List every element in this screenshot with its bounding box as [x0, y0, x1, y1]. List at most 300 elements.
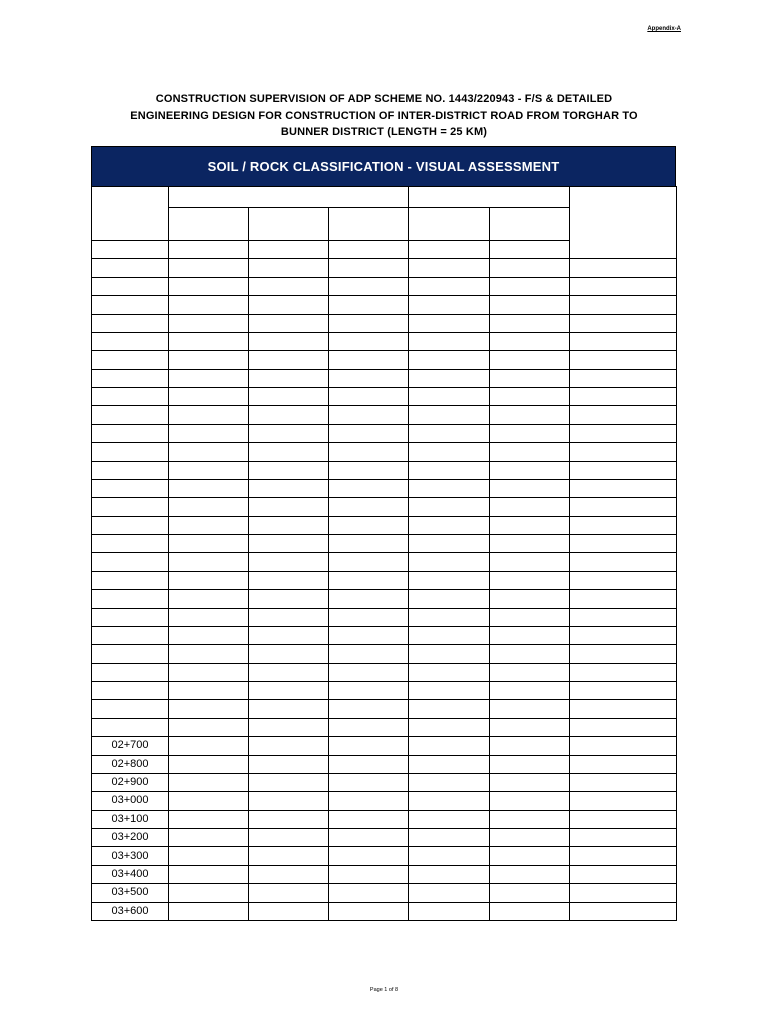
table-cell: [249, 388, 329, 406]
table-cell: [409, 847, 490, 865]
table-cell: [490, 626, 570, 644]
table-cell: [329, 737, 409, 755]
table-cell: [409, 884, 490, 902]
station-cell: [92, 663, 169, 681]
table-cell: [169, 865, 249, 883]
table-cell: [490, 792, 570, 810]
table-cell: [169, 296, 249, 314]
table-cell: [409, 351, 490, 369]
table-cell: [169, 847, 249, 865]
station-cell: [92, 608, 169, 626]
table-cell: [570, 755, 677, 773]
table-cell: [490, 847, 570, 865]
table-row: [92, 902, 677, 920]
table-cell: [249, 755, 329, 773]
table-cell: [570, 406, 677, 424]
table-cell: [329, 498, 409, 516]
table-cell: [570, 314, 677, 332]
station-cell: [92, 443, 169, 461]
table-cell: [409, 718, 490, 736]
station-header-cell: [92, 187, 169, 241]
sub-header-cell-1: [169, 208, 249, 241]
table-cell: [409, 571, 490, 589]
table-cell: [169, 479, 249, 497]
table-cell: [249, 902, 329, 920]
table-cell: [570, 443, 677, 461]
table-row: [92, 663, 677, 681]
table-cell: [169, 516, 249, 534]
table-cell: [409, 810, 490, 828]
table-banner: [91, 146, 676, 187]
table-cell: [490, 369, 570, 387]
table-cell: [409, 682, 490, 700]
table-cell: [490, 682, 570, 700]
station-cell: [92, 682, 169, 700]
table-cell: [570, 461, 677, 479]
table-row: [92, 829, 677, 847]
table-row: [92, 314, 677, 332]
table-row: [92, 773, 677, 791]
table-cell: [249, 314, 329, 332]
table-cell: [249, 479, 329, 497]
station-cell: 03+400: [92, 865, 169, 883]
table-cell: [329, 241, 409, 259]
table-row: [92, 571, 677, 589]
table-cell: [329, 332, 409, 350]
table-cell: [490, 773, 570, 791]
table-cell: [490, 424, 570, 442]
table-row: [92, 700, 677, 718]
table-cell: [570, 351, 677, 369]
table-cell: [329, 718, 409, 736]
station-cell: [92, 241, 169, 259]
table-cell: [329, 571, 409, 589]
table-cell: [249, 443, 329, 461]
sub-header-cell-2: [249, 208, 329, 241]
station-cell: 03+000: [92, 792, 169, 810]
table-cell: [249, 461, 329, 479]
title-line-1: CONSTRUCTION SUPERVISION OF ADP SCHEME NO. 1443/220943 - F/S & DETAILED: [155, 93, 613, 105]
table-cell: [490, 259, 570, 277]
table-cell: [329, 700, 409, 718]
table-cell: [329, 351, 409, 369]
table-cell: [329, 461, 409, 479]
group-header-cell-2: [409, 187, 570, 208]
table-cell: [249, 516, 329, 534]
table-cell: [490, 902, 570, 920]
table-cell: [329, 259, 409, 277]
table-cell: [249, 369, 329, 387]
table-cell: [169, 608, 249, 626]
table-cell: [409, 479, 490, 497]
table-cell: [409, 792, 490, 810]
table-cell: [570, 590, 677, 608]
table-cell: [570, 277, 677, 295]
table-row: [92, 479, 677, 497]
table-cell: [490, 810, 570, 828]
document-title: [0, 91, 768, 141]
table-cell: [570, 718, 677, 736]
table-row: [92, 498, 677, 516]
table-cell: [490, 498, 570, 516]
table-cell: [490, 829, 570, 847]
table-row: [92, 443, 677, 461]
table-cell: [329, 296, 409, 314]
table-row: [92, 461, 677, 479]
station-cell: [92, 645, 169, 663]
table-cell: [169, 535, 249, 553]
sub-header-cell-4: [409, 208, 490, 241]
table-cell: [570, 479, 677, 497]
table-row: [92, 682, 677, 700]
table-cell: [249, 737, 329, 755]
table-row: [92, 388, 677, 406]
table-cell: [570, 388, 677, 406]
table-cell: [329, 406, 409, 424]
station-cell: [92, 332, 169, 350]
table-row: [92, 296, 677, 314]
table-cell: [169, 443, 249, 461]
table-cell: [409, 516, 490, 534]
table-row: [92, 535, 677, 553]
table-cell: [409, 443, 490, 461]
table-cell: [570, 296, 677, 314]
table-cell: [249, 571, 329, 589]
table-cell: [409, 535, 490, 553]
table-cell: [329, 277, 409, 295]
table-cell: [249, 700, 329, 718]
table-cell: [409, 406, 490, 424]
table-cell: [409, 553, 490, 571]
table-cell: [249, 847, 329, 865]
table-cell: [490, 332, 570, 350]
table-cell: [490, 700, 570, 718]
station-cell: [92, 296, 169, 314]
table-cell: [490, 443, 570, 461]
table-cell: [329, 369, 409, 387]
station-cell: [92, 277, 169, 295]
table-cell: [409, 369, 490, 387]
table-cell: [409, 608, 490, 626]
table-cell: [570, 516, 677, 534]
page-number: Page 1 of 8: [369, 987, 399, 993]
table-cell: [249, 259, 329, 277]
table-cell: [329, 626, 409, 644]
table-cell: [249, 773, 329, 791]
table-cell: [490, 645, 570, 663]
table-cell: [249, 590, 329, 608]
station-cell: [92, 259, 169, 277]
station-cell: 03+200: [92, 829, 169, 847]
table-cell: [329, 608, 409, 626]
table-cell: [570, 700, 677, 718]
table-cell: [570, 663, 677, 681]
table-row: [92, 553, 677, 571]
table-cell: [570, 553, 677, 571]
table-cell: [169, 718, 249, 736]
table-cell: [490, 406, 570, 424]
sub-header-cell-5: [490, 208, 570, 241]
table-cell: [409, 626, 490, 644]
station-cell: [92, 388, 169, 406]
table-cell: [249, 406, 329, 424]
table-cell: [409, 737, 490, 755]
table-cell: [409, 590, 490, 608]
table-row: [92, 645, 677, 663]
table-cell: [490, 884, 570, 902]
table-cell: [249, 424, 329, 442]
table-cell: [570, 369, 677, 387]
table-cell: [490, 241, 570, 259]
table-row: [92, 626, 677, 644]
table-cell: [169, 332, 249, 350]
table-cell: [490, 535, 570, 553]
table-cell: [249, 884, 329, 902]
table-cell: [570, 884, 677, 902]
table-cell: [169, 682, 249, 700]
table-cell: [570, 829, 677, 847]
table-cell: [329, 847, 409, 865]
table-cell: [409, 241, 490, 259]
table-cell: [169, 498, 249, 516]
group-header-cell-1: [169, 187, 409, 208]
table-cell: [249, 608, 329, 626]
table-cell: [490, 590, 570, 608]
table-cell: [169, 388, 249, 406]
table-cell: [570, 847, 677, 865]
table-row: [92, 332, 677, 350]
table-cell: [490, 663, 570, 681]
table-cell: [169, 792, 249, 810]
table-cell: [249, 535, 329, 553]
table-cell: [249, 626, 329, 644]
table-row: [92, 277, 677, 295]
table-cell: [329, 682, 409, 700]
table-cell: [570, 773, 677, 791]
table-cell: [329, 645, 409, 663]
table-cell: [329, 884, 409, 902]
table-row: [92, 369, 677, 387]
table-cell: [329, 443, 409, 461]
table-row: [92, 718, 677, 736]
table-cell: [329, 663, 409, 681]
table-cell: [169, 553, 249, 571]
table-row: [92, 792, 677, 810]
table-cell: [570, 626, 677, 644]
table-cell: [570, 571, 677, 589]
title-line-2: ENGINEERING DESIGN FOR CONSTRUCTION OF INTER-DISTRICT ROAD FROM TORGHAR TO: [130, 109, 638, 122]
table-cell: [570, 792, 677, 810]
table-cell: [490, 718, 570, 736]
table-cell: [169, 829, 249, 847]
table-row: [92, 810, 677, 828]
table-cell: [570, 810, 677, 828]
station-cell: 03+600: [92, 902, 169, 920]
station-cell: 02+800: [92, 755, 169, 773]
table-cell: [490, 314, 570, 332]
station-cell: [92, 516, 169, 534]
station-cell: 02+700: [92, 737, 169, 755]
table-cell: [169, 241, 249, 259]
table-cell: [570, 608, 677, 626]
table-cell: [169, 884, 249, 902]
table-cell: [409, 296, 490, 314]
table-row: [92, 406, 677, 424]
table-cell: [329, 902, 409, 920]
table-cell: [169, 571, 249, 589]
table-cell: [409, 829, 490, 847]
table-cell: [409, 663, 490, 681]
remarks-header-cell: [570, 187, 677, 259]
table-cell: [409, 461, 490, 479]
table-cell: [409, 424, 490, 442]
station-cell: [92, 314, 169, 332]
header-row-1: [92, 187, 677, 208]
table-cell: [329, 773, 409, 791]
table-cell: [169, 663, 249, 681]
station-cell: [92, 700, 169, 718]
table-cell: [409, 259, 490, 277]
table-cell: [490, 388, 570, 406]
table-cell: [490, 608, 570, 626]
table-cell: [570, 332, 677, 350]
table-cell: [169, 461, 249, 479]
table-cell: [490, 737, 570, 755]
station-cell: [92, 369, 169, 387]
table-cell: [409, 755, 490, 773]
table-cell: [329, 553, 409, 571]
station-cell: [92, 498, 169, 516]
table-cell: [249, 332, 329, 350]
title-line-3: BUNNER DISTRICT (LENGTH = 25 KM): [280, 126, 488, 138]
table-row: [92, 424, 677, 442]
banner-title: SOIL / ROCK CLASSIFICATION - VISUAL ASSESSMENT: [207, 159, 560, 174]
table-row: [92, 516, 677, 534]
table-cell: [169, 406, 249, 424]
table-cell: [169, 424, 249, 442]
table-cell: [169, 626, 249, 644]
table-cell: [329, 792, 409, 810]
table-cell: [169, 737, 249, 755]
table-cell: [249, 829, 329, 847]
table-cell: [490, 351, 570, 369]
table-cell: [329, 810, 409, 828]
station-cell: 03+500: [92, 884, 169, 902]
table-row: [92, 884, 677, 902]
table-cell: [249, 663, 329, 681]
table-cell: [249, 682, 329, 700]
table-cell: [169, 590, 249, 608]
station-cell: [92, 406, 169, 424]
table-cell: [249, 645, 329, 663]
table-cell: [570, 645, 677, 663]
table-cell: [570, 424, 677, 442]
table-cell: [249, 296, 329, 314]
station-cell: [92, 424, 169, 442]
table-cell: [169, 351, 249, 369]
table-cell: [249, 241, 329, 259]
table-cell: [169, 755, 249, 773]
table-cell: [329, 424, 409, 442]
table-row: [92, 259, 677, 277]
station-cell: [92, 718, 169, 736]
station-cell: [92, 571, 169, 589]
table-cell: [409, 902, 490, 920]
table-cell: [409, 388, 490, 406]
table-cell: [329, 516, 409, 534]
table-cell: [169, 645, 249, 663]
table-cell: [570, 259, 677, 277]
appendix-label: Appendix-A: [647, 26, 681, 32]
table-cell: [409, 865, 490, 883]
table-cell: [490, 296, 570, 314]
table-cell: [329, 829, 409, 847]
table-cell: [169, 314, 249, 332]
table-cell: [570, 865, 677, 883]
table-cell: [329, 388, 409, 406]
table-cell: [169, 810, 249, 828]
table-cell: [490, 553, 570, 571]
table-cell: [409, 277, 490, 295]
table-cell: [329, 479, 409, 497]
table-cell: [329, 755, 409, 773]
table-cell: [490, 755, 570, 773]
table-cell: [329, 535, 409, 553]
station-cell: [92, 535, 169, 553]
table-cell: [169, 700, 249, 718]
table-row: [92, 737, 677, 755]
station-cell: [92, 461, 169, 479]
table-cell: [490, 479, 570, 497]
table-cell: [169, 277, 249, 295]
table-cell: [249, 351, 329, 369]
station-cell: [92, 553, 169, 571]
table-cell: [409, 332, 490, 350]
table-cell: [570, 737, 677, 755]
table-cell: [249, 553, 329, 571]
table-cell: [169, 902, 249, 920]
table-cell: [409, 498, 490, 516]
sub-header-cell-3: [329, 208, 409, 241]
table-cell: [169, 259, 249, 277]
table-row: [92, 608, 677, 626]
table-cell: [570, 535, 677, 553]
station-cell: [92, 479, 169, 497]
table-cell: [570, 682, 677, 700]
table-cell: [490, 277, 570, 295]
table-cell: [570, 498, 677, 516]
table-row: [92, 351, 677, 369]
table-cell: [570, 902, 677, 920]
table-cell: [329, 865, 409, 883]
table-cell: [169, 773, 249, 791]
table-cell: [249, 792, 329, 810]
table-cell: [249, 498, 329, 516]
table-cell: [490, 516, 570, 534]
table-row: [92, 755, 677, 773]
station-cell: 02+900: [92, 773, 169, 791]
table-cell: [249, 810, 329, 828]
table-cell: [249, 277, 329, 295]
table-cell: [409, 700, 490, 718]
table-cell: [169, 369, 249, 387]
station-cell: 03+300: [92, 847, 169, 865]
station-cell: [92, 590, 169, 608]
table-row: [92, 590, 677, 608]
table-cell: [409, 773, 490, 791]
station-cell: [92, 626, 169, 644]
table-cell: [409, 645, 490, 663]
